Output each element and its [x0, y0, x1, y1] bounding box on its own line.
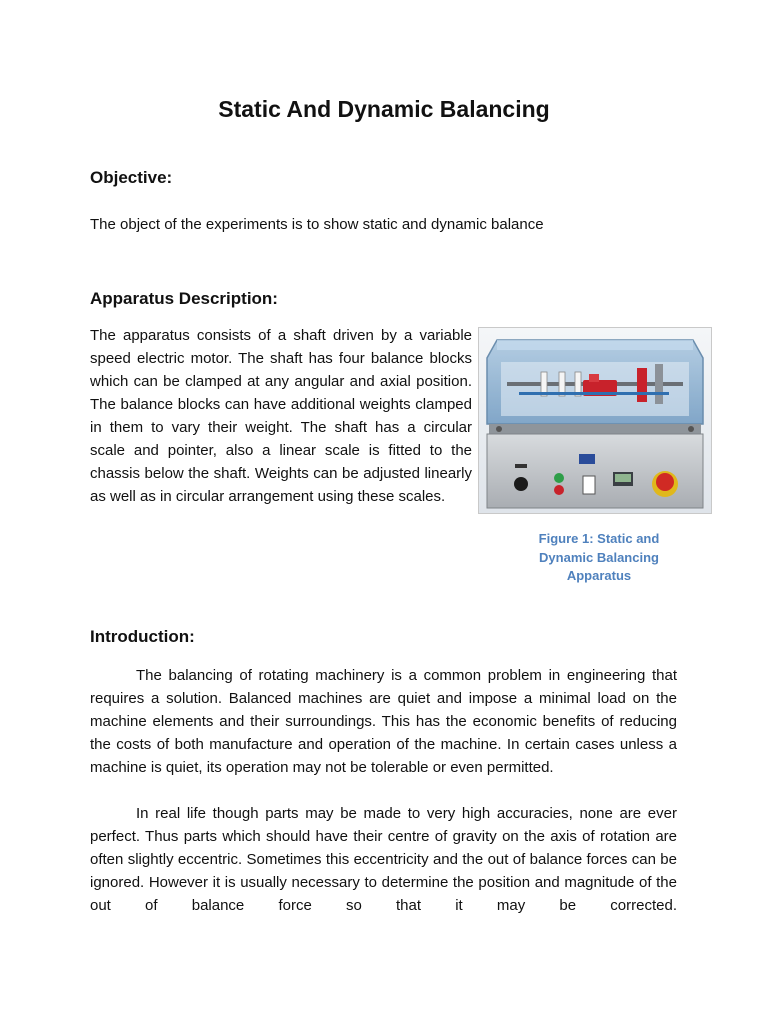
- apparatus-illustration: [479, 328, 711, 513]
- introduction-paragraph-2: In real life though parts may be made to very high accuracies, none are ever perfect. Thus parts which should have their centre of gravity on the axis of rotation are often slightly eccentric. Sometimes this eccentricity and the out of balance forces can be ignored. However it is usually necessary to determine the position and magnitude of the out of balance force so that it may be corrected.: [90, 805, 677, 914]
- apparatus-heading: Apparatus Description:: [90, 289, 278, 308]
- objective-heading: Objective:: [90, 168, 173, 187]
- figure-caption: Figure 1: Static and Dynamic Balancing Apparatus: [538, 531, 660, 583]
- introduction-heading: Introduction:: [90, 627, 195, 646]
- page-title: Static And Dynamic Balancing: [218, 96, 550, 122]
- apparatus-description: The apparatus consists of a shaft driven by a variable speed electric motor. The shaft has four balance blocks which can be clamped at any angular and axial position. The balance blocks can have additional weights clamped in them to vary their weight. The shaft has a circular scale and pointer, also a linear scale is fitted to the chassis below the shaft. Weights can be adjusted linearly as well as in circular arrangement using these scales.: [90, 327, 472, 505]
- apparatus-photo: [478, 327, 712, 514]
- objective-text: The object of the experiments is to show static and dynamic balance: [90, 216, 544, 233]
- introduction-paragraph-1: The balancing of rotating machinery is a common problem in engineering that requires a solution. Balanced machines are quiet and impose a minimal load on the machine elements and their surroundings. This has the economic benefits of reducing the costs of both manufacture and operation of the machine. In certain cases unless a machine is quiet, its operation may not be tolerable or even permitted.: [90, 667, 677, 776]
